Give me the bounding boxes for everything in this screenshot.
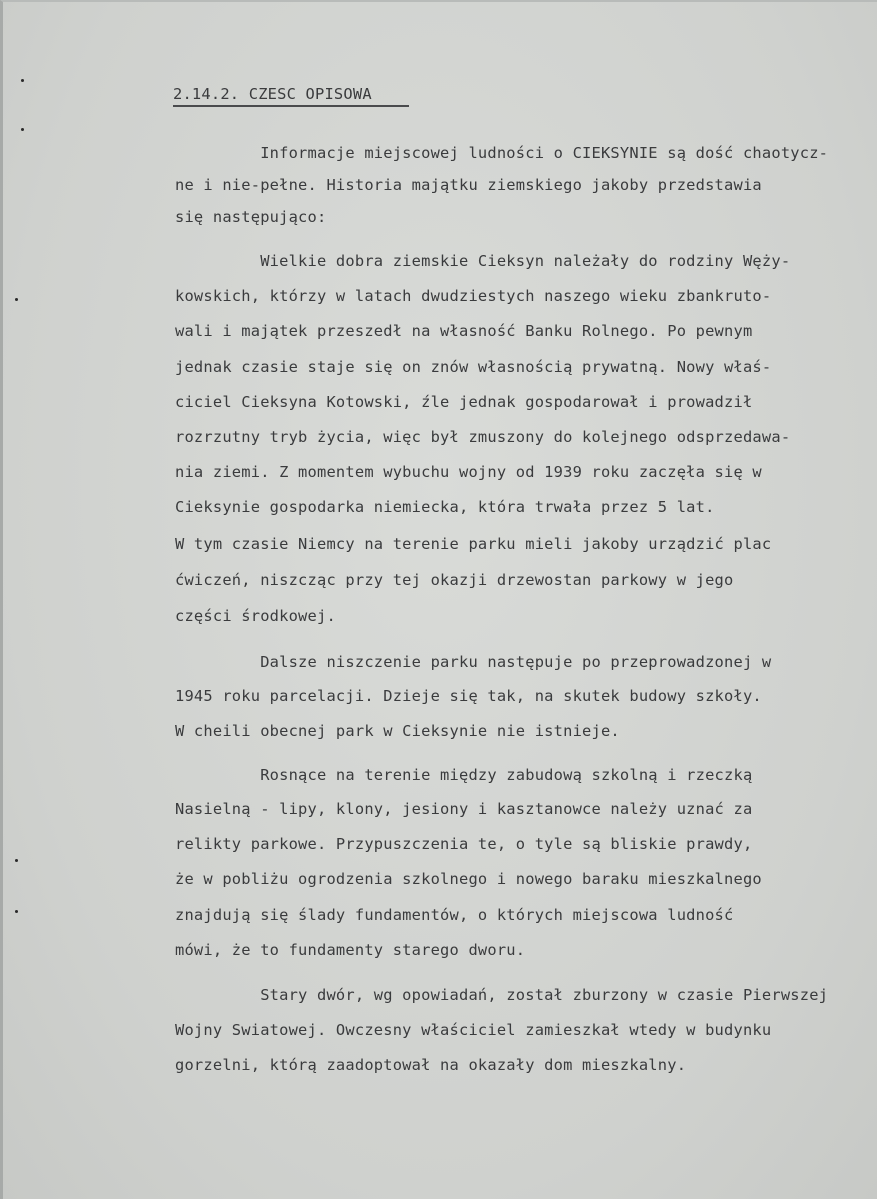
text-line: się następująco: <box>175 208 327 226</box>
text-line: ne i nie-pełne. Historia majątku ziemskiego jakoby przedstawia <box>175 176 762 194</box>
text-line: Informacje miejscowej ludności o CIEKSYNIE są dość chaotycz- <box>175 144 829 162</box>
text-line: 1945 roku parcelacji. Dzieje się tak, na skutek budowy szkoły. <box>175 687 762 705</box>
margin-mark <box>21 128 24 131</box>
section-heading: 2.14.2. CZESC OPISOWA <box>173 85 409 107</box>
text-line: mówi, że to fundamenty starego dworu. <box>175 941 526 959</box>
text-line: rozrzutny tryb życia, więc był zmuszony do kolejnego odsprzedawa- <box>175 428 791 446</box>
text-line: że w pobliżu ogrodzenia szkolnego i nowego baraku mieszkalnego <box>175 870 762 888</box>
text-line: wali i majątek przeszedł na własność Banku Rolnego. Po pewnym <box>175 322 753 340</box>
text-line: Stary dwór, wg opowiadań, został zburzony w czasie Pierwszej <box>175 986 829 1004</box>
text-line: W cheili obecnej park w Cieksynie nie istnieje. <box>175 722 620 740</box>
text-line: jednak czasie staje się on znów własnością prywatną. Nowy właś- <box>175 358 772 376</box>
text-line: Rosnące na terenie między zabudową szkolną i rzeczką <box>175 766 753 784</box>
text-line: relikty parkowe. Przypuszczenia te, o tyle są bliskie prawdy, <box>175 835 753 853</box>
text-line: Nasielną - lipy, klony, jesiony i kasztanowce należy uznać za <box>175 800 753 818</box>
margin-mark <box>15 298 18 301</box>
text-line: części środkowej. <box>175 607 336 625</box>
text-line: gorzelni, którą zaadoptował na okazały dom mieszkalny. <box>175 1056 687 1074</box>
text-line: Dalsze niszczenie parku następuje po przeprowadzonej w <box>175 653 772 671</box>
text-line: Wojny Swiatowej. Owczesny właściciel zamieszkał wtedy w budynku <box>175 1021 772 1039</box>
text-line: ciciel Cieksyna Kotowski, źle jednak gospodarował i prowadził <box>175 393 753 411</box>
text-line: ćwiczeń, niszcząc przy tej okazji drzewostan parkowy w jego <box>175 571 734 589</box>
text-line: Cieksynie gospodarka niemiecka, która trwała przez 5 lat. <box>175 498 715 516</box>
text-line: nia ziemi. Z momentem wybuchu wojny od 1939 roku zaczęła się w <box>175 463 762 481</box>
margin-mark <box>15 859 18 862</box>
text-line: znajdują się ślady fundamentów, o których miejscowa ludność <box>175 906 734 924</box>
margin-mark <box>21 79 24 82</box>
text-line: Wielkie dobra ziemskie Cieksyn należały do rodziny Węży- <box>175 252 791 270</box>
margin-mark <box>15 910 18 913</box>
text-line: kowskich, którzy w latach dwudziestych naszego wieku zbankruto- <box>175 287 772 305</box>
text-line: W tym czasie Niemcy na terenie parku mieli jakoby urządzić plac <box>175 535 772 553</box>
